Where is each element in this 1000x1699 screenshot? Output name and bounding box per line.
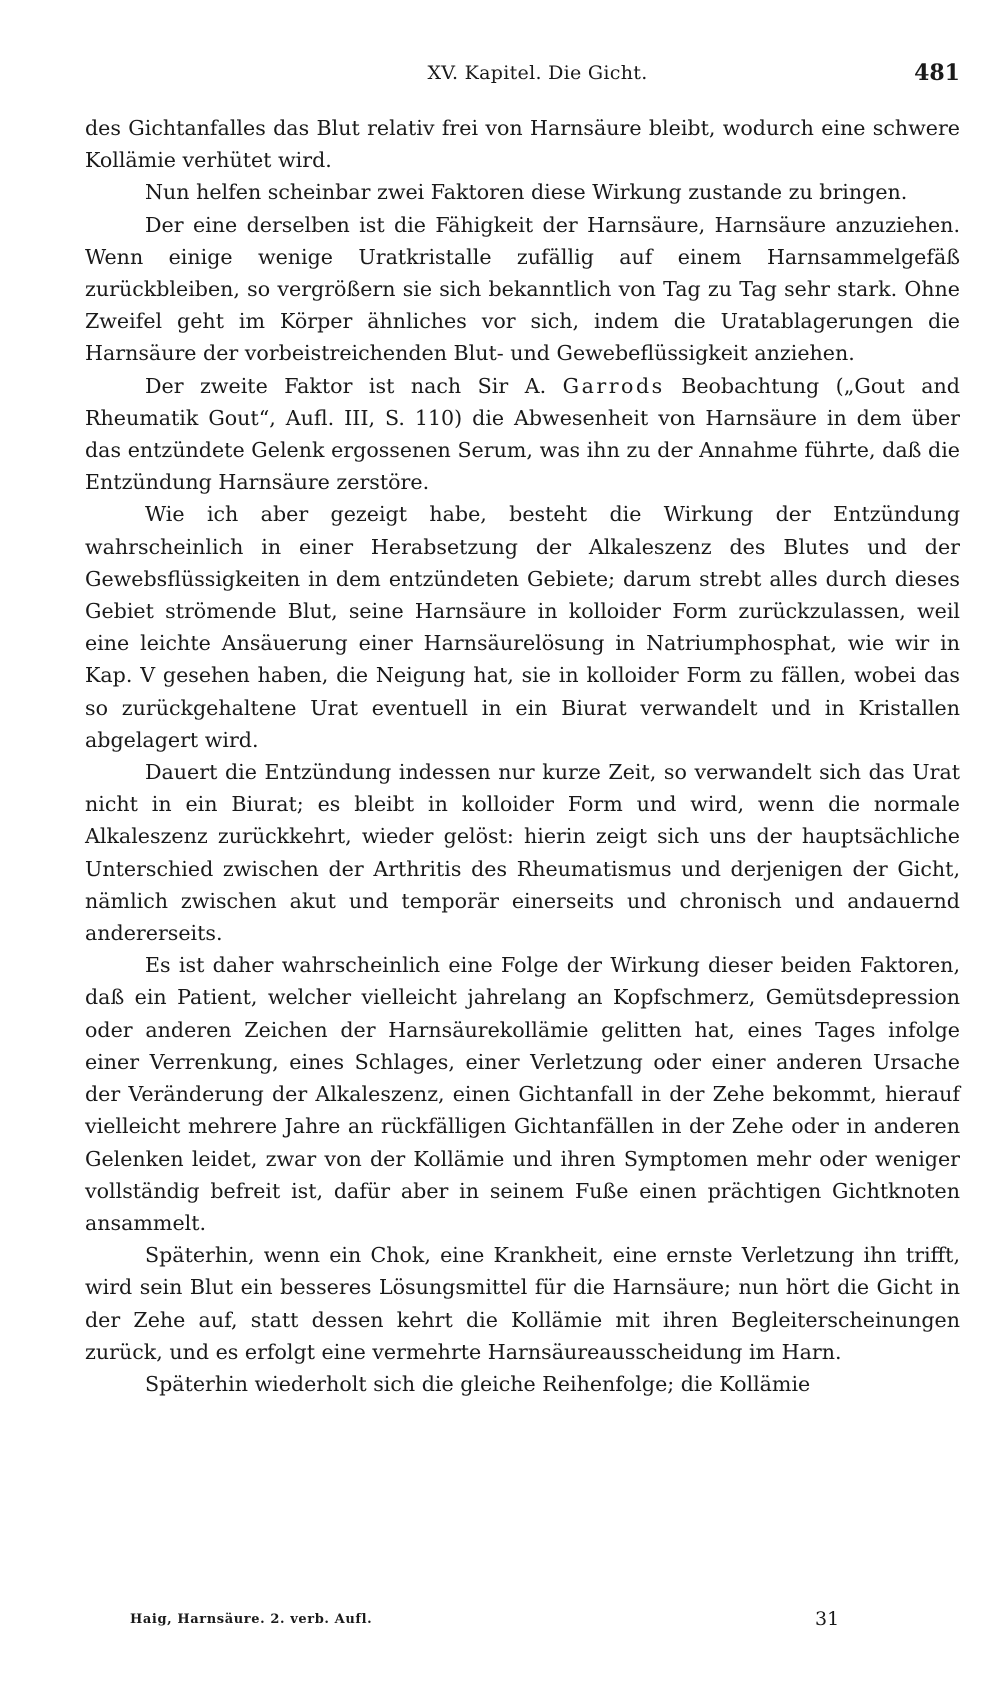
paragraph <box>85 176 960 208</box>
paragraph <box>85 209 960 370</box>
paragraph-text: Wie ich aber gezeigt habe, besteht die Wirkung der Entzündung wahrscheinlich in einer Herabsetzung der Alkaleszenz des Blutes und der Gewebsflüssigkeiten in dem entzündeten Gebiete; darum strebt alles durch dieses Gebiet strömende Blut, seine Harnsäure in kolloider Form zurückzulassen, weil eine leichte Ansäuerung einer Harnsäurelösung in Natriumphosphat, wie wir in Kap. V gesehen haben, die Neigung hat, sie in kolloider Form zu fällen, wobei das so zurückgehaltene Urat eventuell in ein Biurat verwandelt und in Kristallen abgelagert wird. <box>85 502 960 752</box>
paragraph-text: des Gichtanfalles das Blut relativ frei von Harnsäure bleibt, wodurch eine schwere Kollämie verhütet wird. <box>85 116 960 173</box>
paragraph <box>85 1239 960 1368</box>
paragraph <box>85 112 960 176</box>
paragraph-text: Nun helfen scheinbar zwei Faktoren diese Wirkung zustande zu bringen. <box>145 180 908 205</box>
running-title: XV. Kapitel. Die Gicht. <box>427 62 648 84</box>
paragraph-text: Dauert die Entzündung indessen nur kurze Zeit, so verwandelt sich das Urat nicht in ein Biurat; es bleibt in kolloider Form und wird, wenn die normale Alkaleszenz zurückkehrt, wieder gelöst: hierin zeigt sich uns der hauptsächliche Unterschied zwischen der Arthritis des Rheumatismus und derjenigen der Gicht, nämlich zwischen akut und temporär einerseits und chronisch und andauernd andererseits. <box>85 760 960 946</box>
paragraph <box>85 756 960 949</box>
spaced-name: Garrods <box>562 373 665 398</box>
sheet-number: 31 <box>815 1608 840 1630</box>
paragraph <box>85 1368 960 1400</box>
paragraph-text: Beobachtung („Gout and Rheumatik Gout“, Aufl. III, S. 110) die Abwesenheit von Harnsäure in dem über das entzündete Gelenk ergossenen Serum, was ihn zu der Annahme führte, daß die Entzündung Harnsäure zerstöre. <box>85 373 960 495</box>
paragraph-text: Es ist daher wahrscheinlich eine Folge der Wirkung dieser beiden Faktoren, daß ein Patient, welcher vielleicht jahrelang an Kopfschmerz, Gemütsdepression oder anderen Zeichen der Harnsäurekollämie gelitten hat, eines Tages infolge einer Verrenkung, eines Schlages, einer Verletzung oder einer anderen Ursache der Veränderung der Alkaleszenz, einen Gichtanfall in der Zehe bekommt, hierauf vielleicht mehrere Jahre an rückfälligen Gichtanfällen in der Zehe oder in anderen Gelenken leidet, zwar von der Kollämie und ihren Symptomen mehr oder weniger vollständig befreit ist, dafür aber in seinem Fuße einen prächtigen Gichtknoten ansammelt. <box>85 953 960 1235</box>
paragraph <box>85 370 960 499</box>
paragraph-text: Der zweite Faktor ist nach Sir A. <box>145 373 563 398</box>
paragraph-text: Späterhin wiederholt sich die gleiche Reihenfolge; die Kollämie <box>145 1371 811 1396</box>
page-number: 481 <box>914 60 960 86</box>
paragraph-text: Der eine derselben ist die Fähigkeit der Harnsäure, Harnsäure anzuziehen. Wenn einige wenige Uratkristalle zufällig auf einem Harnsammelgefäß zurückbleiben, so vergrößern sie sich bekanntlich von Tag zu Tag sehr stark. Ohne Zweifel geht im Körper ähnliches vor sich, indem die Uratablagerungen die Harnsäure der vorbeistreichenden Blut- und Gewebeflüssigkeit anziehen. <box>85 212 960 366</box>
page-footer <box>85 1608 960 1638</box>
running-head <box>85 62 960 92</box>
paragraph <box>85 949 960 1239</box>
body-text <box>85 112 960 1400</box>
paragraph-text: Späterhin, wenn ein Chok, eine Krankheit, eine ernste Verletzung ihn trifft, wird sein Blut ein besseres Lösungsmittel für die Harnsäure; nun hört die Gicht in der Zehe auf, statt dessen kehrt die Kollämie mit ihren Begleiterscheinungen zurück, und es erfolgt eine vermehrte Harnsäureausscheidung im Harn. <box>85 1243 960 1364</box>
printer-signature: Haig, Harnsäure. 2. verb. Aufl. <box>130 1612 373 1627</box>
paragraph <box>85 498 960 756</box>
